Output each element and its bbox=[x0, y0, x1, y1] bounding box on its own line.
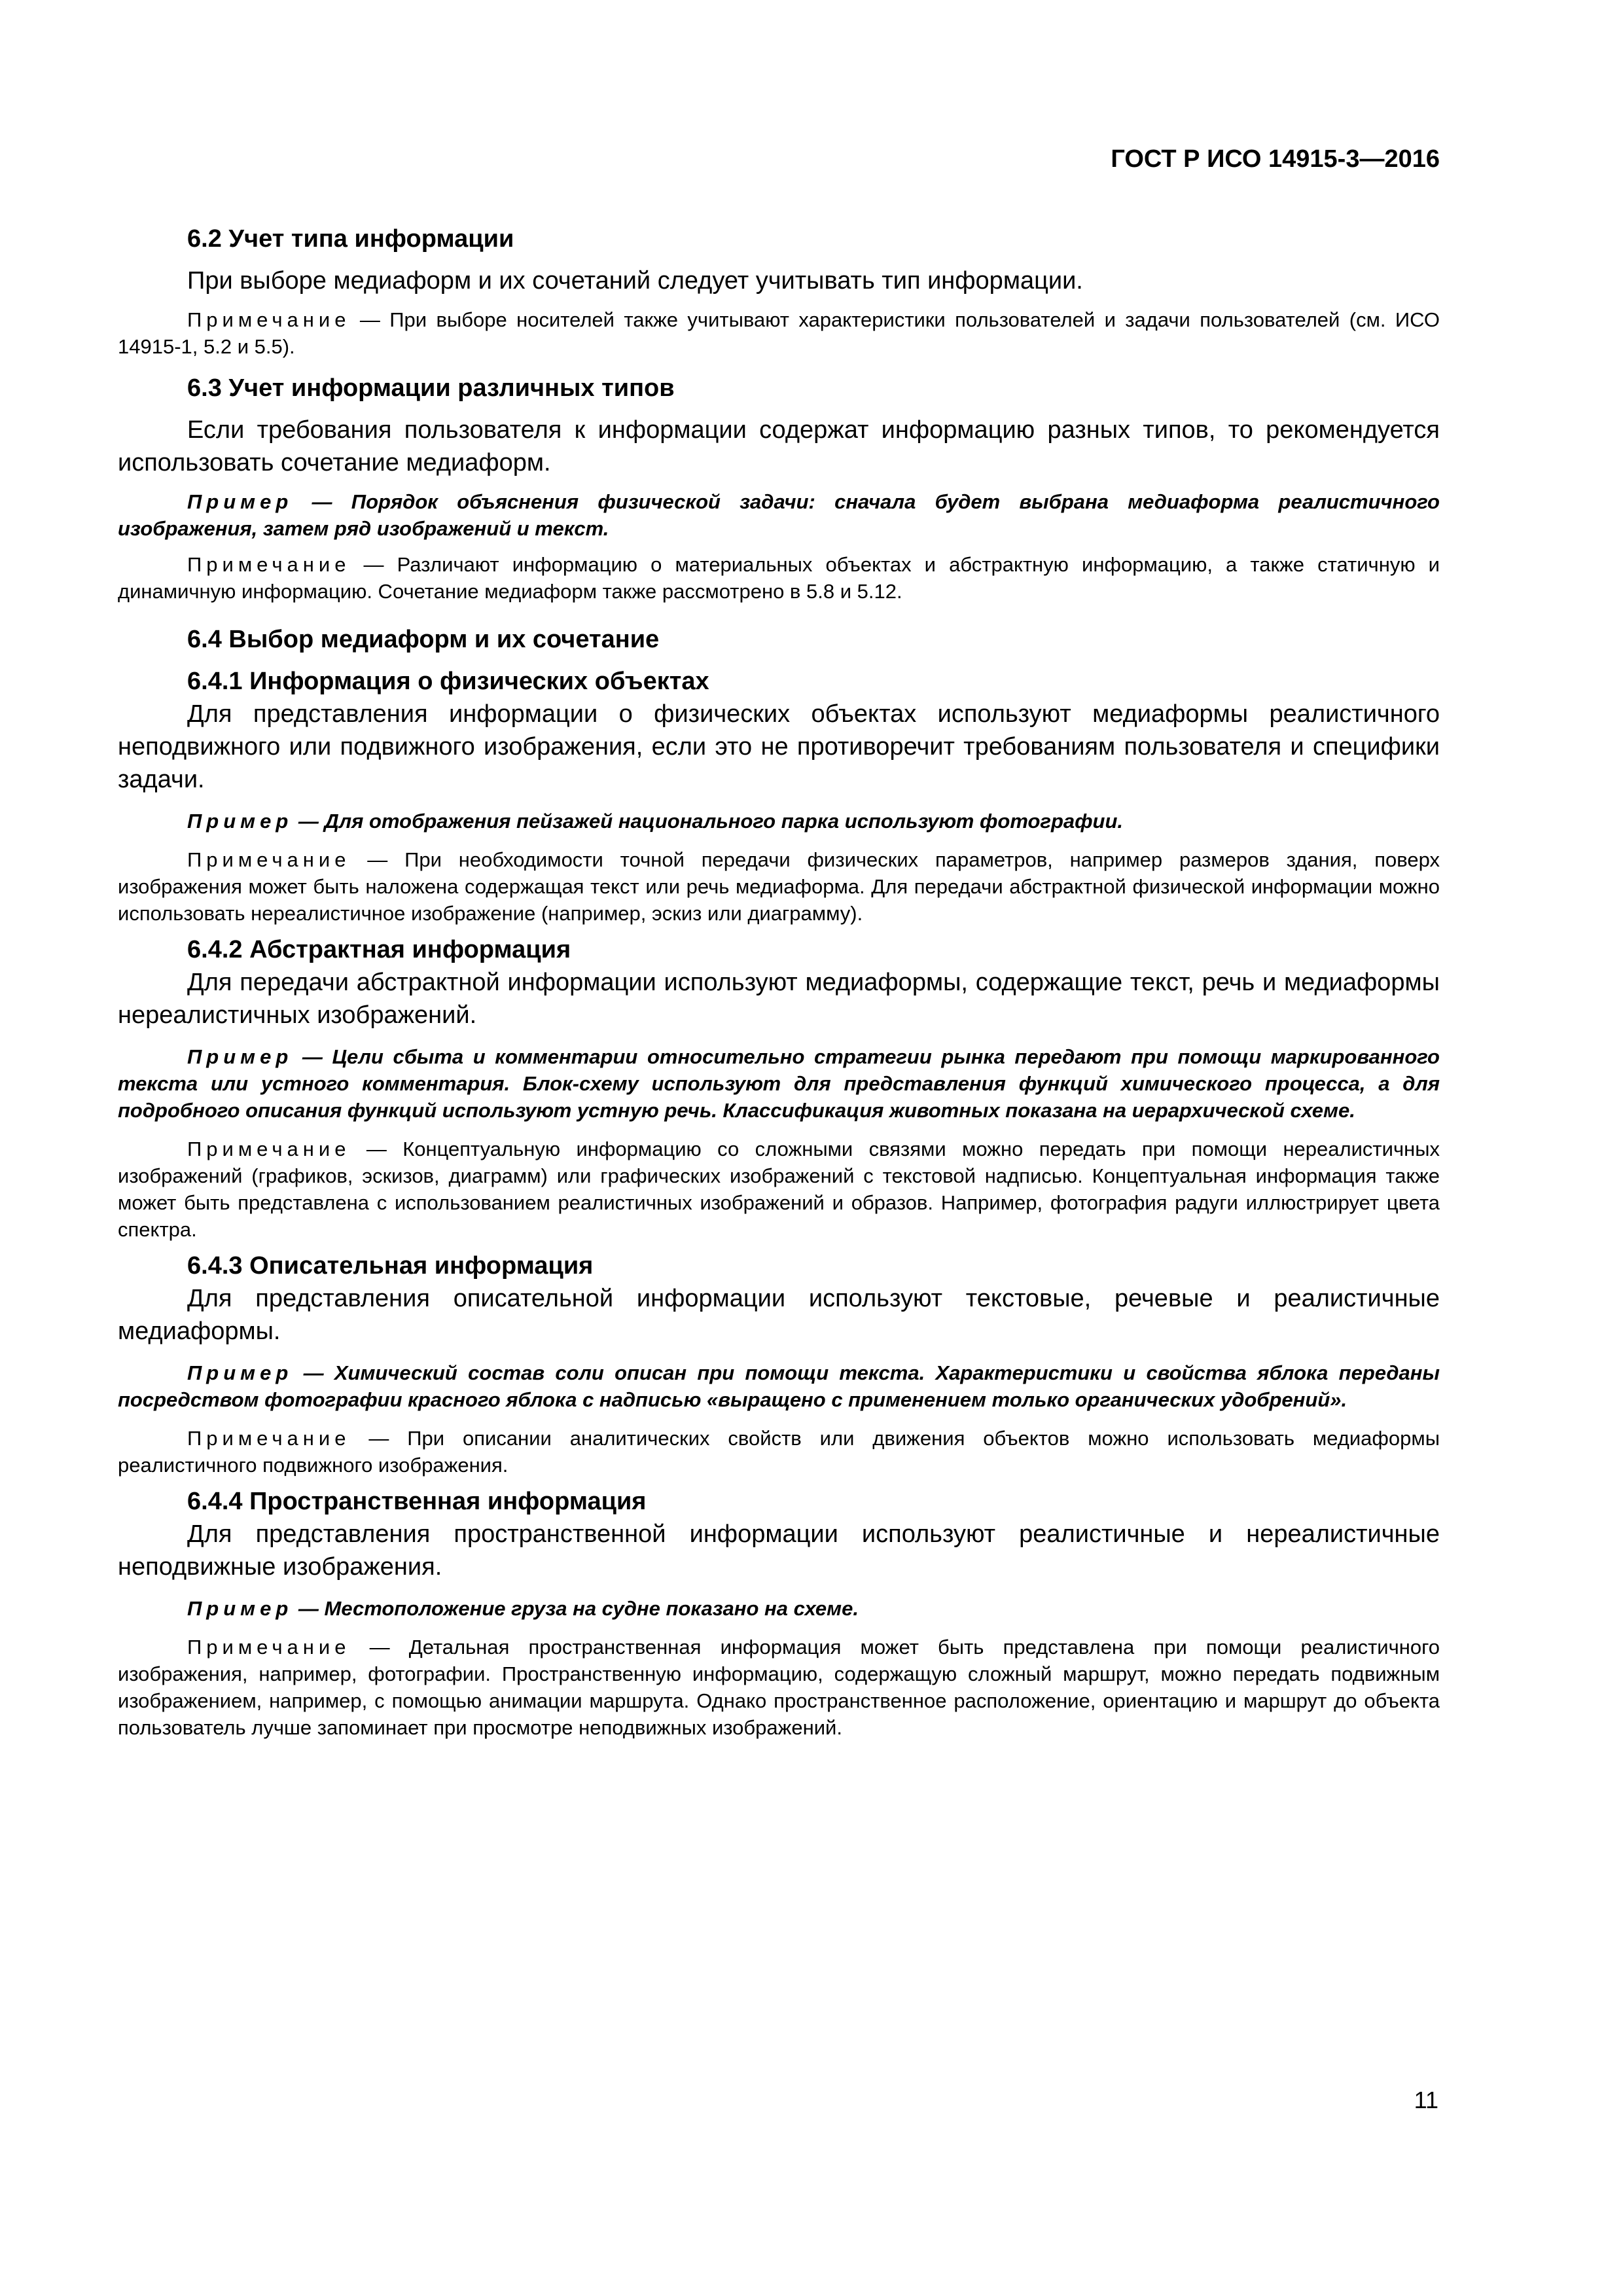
note-text: — Различают информацию о материальных объектах и абстрактную информацию, а также статичную и динамичную информацию. Сочетание медиаформ также рассмотрено в 5.8 и 5.12. bbox=[118, 553, 1440, 603]
section-6-2-note bbox=[118, 306, 1440, 360]
example-text: — Местоположение груза на судне показано на схеме. bbox=[293, 1597, 859, 1620]
section-6-4-2-paragraph: Для передачи абстрактной информации используют медиаформы, содержащие текст, речь и медиаформы нереалистичных изображений. bbox=[118, 969, 1440, 1029]
example-label: Пример bbox=[187, 490, 293, 513]
section-6-4-1-example bbox=[118, 808, 1440, 834]
section-6-4-2-note bbox=[118, 1136, 1440, 1243]
section-6-4-1-heading: 6.4.1 Информация о физических объектах bbox=[187, 668, 709, 695]
note-text: — При описании аналитических свойств или движения объектов можно использовать медиаформы реалистичного подвижного изображения. bbox=[118, 1427, 1440, 1477]
section-6-4-1-note bbox=[118, 846, 1440, 927]
note-text: — При выборе носителей также учитывают характеристики пользователей и задачи пользователей (см. ИСО 14915-1, 5.2 и 5.5). bbox=[118, 308, 1440, 358]
example-text: — Порядок объяснения физической задачи: сначала будет выбрана медиаформа реалистичного изображения, затем ряд изображений и текст. bbox=[118, 490, 1440, 540]
note-label: Примечание bbox=[187, 1636, 351, 1659]
section-6-4-4-heading: 6.4.4 Пространственная информация bbox=[187, 1488, 647, 1515]
section-6-4-3-paragraph: Для представления описательной информации используют текстовые, речевые и реалистичные медиаформы. bbox=[118, 1285, 1440, 1345]
section-6-4-3-example bbox=[118, 1359, 1440, 1413]
note-label: Примечание bbox=[187, 308, 351, 331]
section-6-4-heading: 6.4 Выбор медиаформ и их сочетание bbox=[187, 626, 660, 653]
section-6-2-paragraph: При выборе медиаформ и их сочетаний следует учитывать тип информации. bbox=[187, 267, 1083, 295]
note-label: Примечание bbox=[187, 1427, 351, 1450]
example-label: Пример bbox=[187, 1597, 293, 1620]
section-6-3-heading: 6.3 Учет информации различных типов bbox=[187, 374, 675, 402]
standard-header: ГОСТ Р ИСО 14915-3—2016 bbox=[1111, 145, 1440, 173]
example-label: Пример bbox=[187, 1045, 293, 1068]
page-content bbox=[118, 223, 1440, 1741]
note-text: — Концептуальную информацию со сложными связями можно передать при помощи нереалистичных изображений (графиков, эскизов, диаграмм) или графических изображений с текстовой надписью. Концептуальная информация также может быть представлена с использованием реалистичных изображений и образов. Например, фотография радуги иллюстрирует цвета спектра. bbox=[118, 1138, 1440, 1241]
example-label: Пример bbox=[187, 810, 293, 833]
example-label: Пример bbox=[187, 1361, 293, 1384]
section-6-4-4-note bbox=[118, 1634, 1440, 1741]
section-6-4-1-paragraph: Для представления информации о физических объектах используют медиаформы реалистичного неподвижного или подвижного изображения, если это не противоречит требованиям пользователя и специфики задачи. bbox=[118, 700, 1440, 793]
note-text: — Детальная пространственная информация может быть представлена при помощи реалистичного изображения, например, фотографии. Пространственную информацию, содержащую сложный маршрут, можно передать подвижным изображением, например, с помощью анимации маршрута. Однако пространственное расположение, ориентацию и маршрут до объекта пользователь лучше запоминает при просмотре неподвижных изображений. bbox=[118, 1636, 1440, 1739]
section-6-4-4-example bbox=[118, 1595, 1440, 1622]
example-text: — Для отображения пейзажей национального парка используют фотографии. bbox=[293, 810, 1124, 833]
section-6-2-heading: 6.2 Учет типа информации bbox=[187, 225, 514, 253]
section-6-4-3-note bbox=[118, 1425, 1440, 1479]
note-label: Примечание bbox=[187, 553, 351, 576]
section-6-3-note bbox=[118, 551, 1440, 605]
section-6-3-paragraph: Если требования пользователя к информации содержат информацию разных типов, то рекомендуется использовать сочетание медиаформ. bbox=[118, 416, 1440, 476]
example-text: — Химический состав соли описан при помощи текста. Характеристики и свойства яблока переданы посредством фотографии красного яблока с надписью «выращено с применением только органических удобрений». bbox=[118, 1361, 1440, 1411]
section-6-4-4-paragraph: Для представления пространственной информации используют реалистичные и нереалистичные неподвижные изображения. bbox=[118, 1520, 1440, 1581]
section-6-3-example bbox=[118, 488, 1440, 542]
section-6-4-3-heading: 6.4.3 Описательная информация bbox=[187, 1252, 594, 1280]
note-text: — При необходимости точной передачи физических параметров, например размеров здания, поверх изображения может быть наложена содержащая текст или речь медиаформа. Для передачи абстрактной физической информации можно использовать нереалистичное изображение (например, эскиз или диаграмму). bbox=[118, 848, 1440, 925]
example-text: — Цели сбыта и комментарии относительно стратегии рынка передают при помощи маркированного текста или устного комментария. Блок-схему используют для представления функций химического процесса, а для подробного описания функций используют устную речь. Классификация животных показана на иерархической схеме. bbox=[118, 1045, 1440, 1122]
page-number: 11 bbox=[1414, 2087, 1438, 2113]
section-6-4-2-example bbox=[118, 1043, 1440, 1124]
note-label: Примечание bbox=[187, 848, 351, 871]
section-6-4-2-heading: 6.4.2 Абстрактная информация bbox=[187, 936, 571, 963]
note-label: Примечание bbox=[187, 1138, 351, 1160]
